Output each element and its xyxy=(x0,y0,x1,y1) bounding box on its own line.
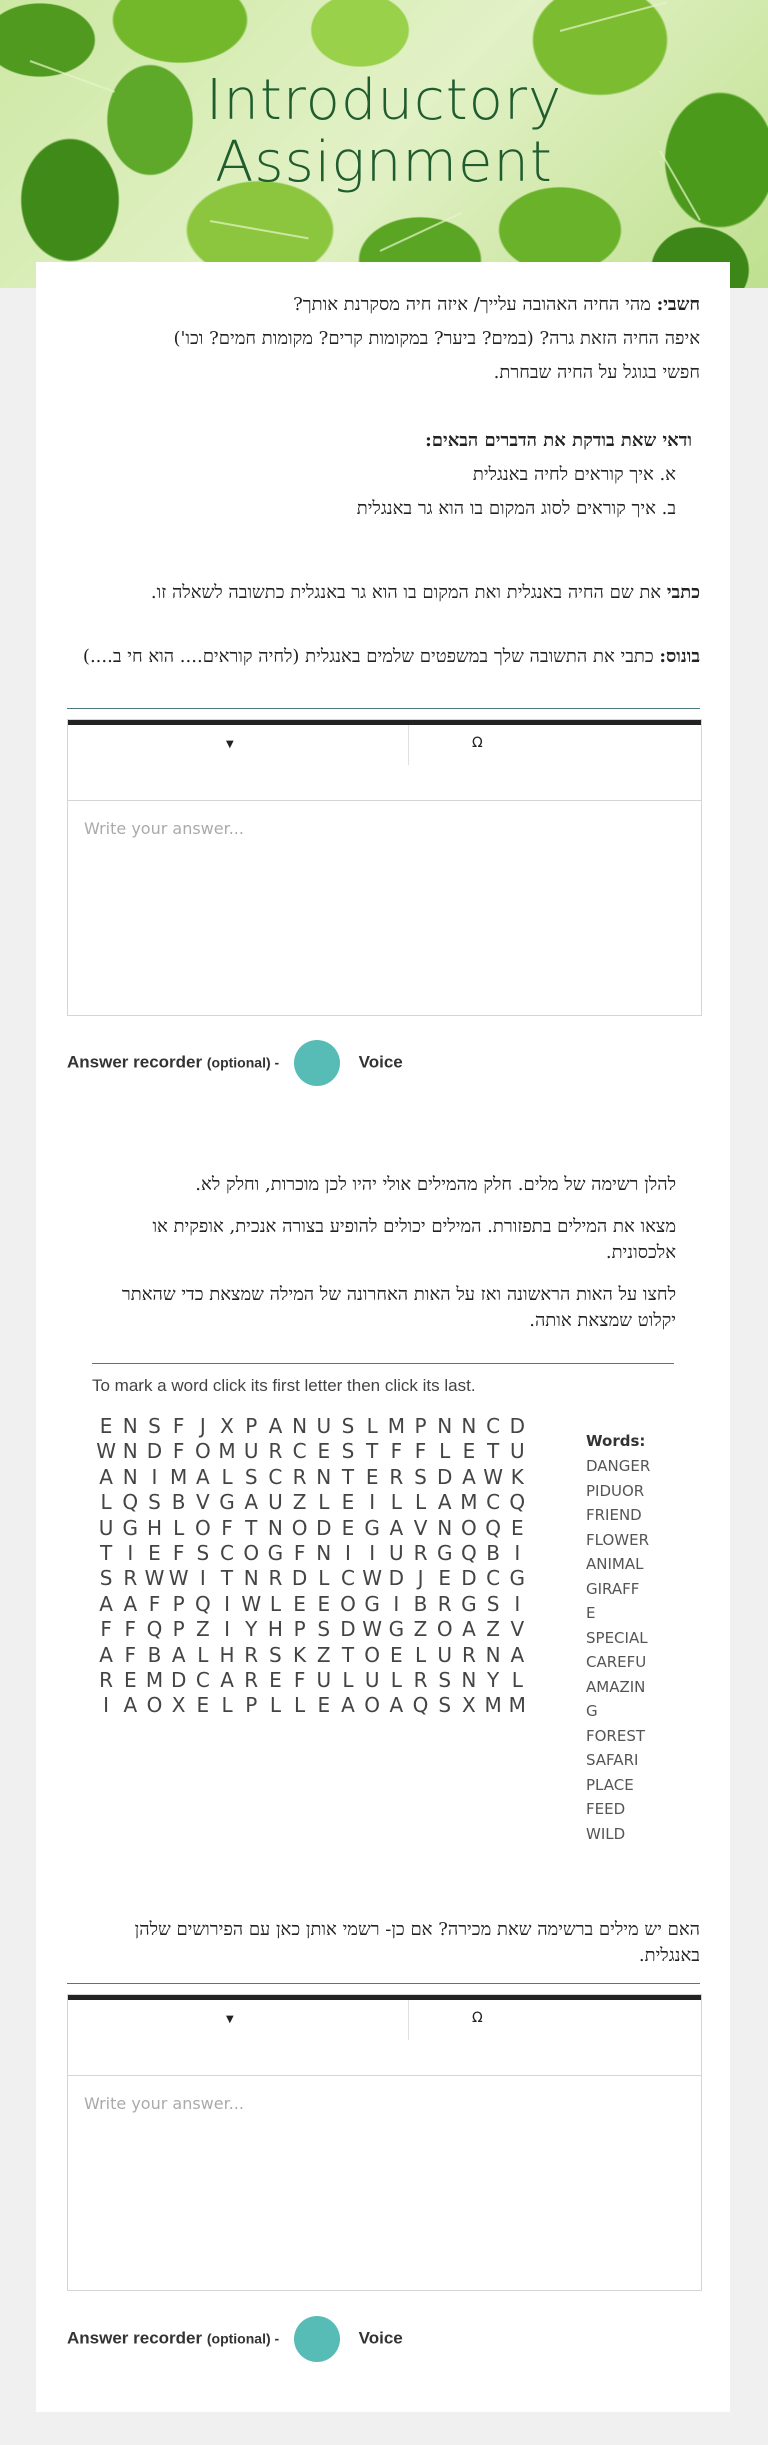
wordsearch-letter[interactable]: O xyxy=(340,1591,356,1616)
wordsearch-letter[interactable]: F xyxy=(124,1617,137,1642)
answer-textarea-1[interactable] xyxy=(68,801,701,1015)
wordsearch-row xyxy=(94,1617,529,1642)
wordsearch-letter[interactable]: W xyxy=(168,1566,189,1591)
wordsearch-row xyxy=(94,1465,529,1490)
wordsearch-letter[interactable]: N xyxy=(485,1642,501,1667)
word-list-item: WILD xyxy=(586,1824,626,1843)
wordsearch-letter[interactable]: A xyxy=(389,1515,404,1540)
wordsearch-letter[interactable]: M xyxy=(460,1490,478,1515)
wordsearch-letter[interactable]: X xyxy=(220,1414,234,1438)
dropdown-caret-icon[interactable]: ▼ xyxy=(226,739,234,750)
wordsearch-letter[interactable]: G xyxy=(219,1490,235,1515)
wordsearch-letter[interactable]: O xyxy=(291,1515,308,1540)
wordsearch-letter[interactable]: N xyxy=(292,1414,308,1438)
wordsearch-letter[interactable]: S xyxy=(438,1667,452,1692)
wordsearch-letter[interactable]: F xyxy=(172,1414,185,1438)
wordsearch-letter[interactable]: O xyxy=(194,1439,211,1464)
wordsearch-letter[interactable]: N xyxy=(267,1515,283,1540)
think-label: חשבי: xyxy=(656,294,700,315)
wordsearch-letter[interactable]: V xyxy=(413,1515,428,1540)
wordsearch-letter[interactable]: A xyxy=(196,1464,210,1489)
wordsearch-letter[interactable]: I xyxy=(224,1591,230,1616)
wordsearch-letter[interactable]: L xyxy=(221,1464,233,1489)
wordsearch-letter[interactable]: U xyxy=(316,1414,332,1438)
wordsearch-letter[interactable]: D xyxy=(437,1464,453,1489)
wordsearch-letter[interactable]: R xyxy=(123,1566,138,1591)
wordsearch-letter[interactable]: A xyxy=(268,1414,283,1438)
wordsearch-letter[interactable]: G xyxy=(388,1617,405,1642)
answer-placeholder: Write your answer... xyxy=(84,819,244,838)
wordsearch-letter[interactable]: H xyxy=(267,1617,283,1642)
wordsearch-letter[interactable]: Y xyxy=(245,1617,258,1642)
wordsearch-letter[interactable]: S xyxy=(244,1464,258,1489)
word-list-item: ANIMAL xyxy=(586,1555,644,1573)
wordsearch-letter[interactable]: G xyxy=(509,1566,526,1591)
wordsearch-row xyxy=(94,1439,529,1464)
wordsearch-letter[interactable]: F xyxy=(124,1642,137,1667)
wordsearch-letter[interactable]: I xyxy=(393,1591,400,1616)
wordsearch-letter[interactable]: A xyxy=(123,1693,138,1718)
assignment-title: Introductory Assignment xyxy=(205,68,563,195)
wordsearch-letter[interactable]: L xyxy=(414,1642,427,1667)
wordsearch-letter[interactable]: R xyxy=(292,1464,307,1489)
word-list-item: FEED xyxy=(586,1800,626,1818)
wordsearch-letter[interactable]: W xyxy=(362,1617,383,1642)
wordsearch-letter[interactable]: U xyxy=(509,1439,525,1464)
record-button[interactable] xyxy=(294,2316,340,2362)
wordsearch-letter[interactable]: Z xyxy=(292,1490,307,1515)
wordsearch-letter[interactable]: A xyxy=(99,1464,113,1489)
word-list-item: FOREST xyxy=(586,1726,646,1745)
wordsearch-letter[interactable]: U xyxy=(268,1490,283,1515)
wordsearch-letter[interactable]: O xyxy=(194,1515,211,1540)
word-list-item: G xyxy=(586,1702,598,1720)
wordsearch-letter[interactable]: Q xyxy=(146,1617,163,1642)
wordsearch-letter[interactable]: N xyxy=(437,1515,453,1540)
wordsearch-letter[interactable]: Q xyxy=(412,1693,429,1718)
answer-recorder-2: Answer recorder (optional) - Voice xyxy=(67,2316,403,2362)
wordsearch-letter[interactable]: M xyxy=(145,1667,164,1692)
wordsearch-letter[interactable]: G xyxy=(461,1591,477,1616)
checklist-title: ודאי שאת בודקת את הדברים הבאים: xyxy=(425,430,692,451)
special-characters-button[interactable]: Ω xyxy=(472,735,483,751)
wordsearch-letter[interactable]: G xyxy=(364,1591,380,1616)
wordsearch-letter[interactable]: S xyxy=(438,1693,452,1718)
wordsearch-letter[interactable]: O xyxy=(364,1693,381,1718)
wordsearch-letter[interactable]: S xyxy=(341,1439,355,1464)
wordsearch-letter[interactable]: T xyxy=(486,1439,500,1464)
wordsearch-letter[interactable]: L xyxy=(318,1490,330,1515)
wordsearch-letter[interactable]: A xyxy=(437,1490,452,1515)
write-instruction: כתבי את שם החיה באנגלית ואת המקום בו הוא גר באנגלית כתשובה לשאלה זו. xyxy=(150,582,700,603)
wordsearch-letter[interactable]: D xyxy=(170,1667,187,1692)
wordsearch-letter[interactable]: U xyxy=(316,1667,332,1692)
wordsearch-letter[interactable]: Z xyxy=(486,1617,500,1642)
separator xyxy=(67,708,700,709)
wordsearch-letter[interactable]: S xyxy=(317,1617,331,1642)
wordsearch-letter[interactable]: L xyxy=(511,1667,523,1692)
wordsearch-letter[interactable]: A xyxy=(99,1591,113,1616)
wordsearch-letter[interactable]: C xyxy=(486,1566,501,1591)
wordsearch-letter[interactable]: F xyxy=(221,1515,233,1540)
wordsearch-letter[interactable]: Z xyxy=(316,1642,331,1667)
wordsearch-letter[interactable]: S xyxy=(486,1591,500,1616)
wordsearch-letter[interactable]: G xyxy=(436,1540,453,1565)
wordsearch-letter[interactable]: S xyxy=(341,1414,355,1438)
wordsearch-letter[interactable]: E xyxy=(148,1540,161,1565)
wordsearch-letter[interactable]: R xyxy=(268,1439,283,1464)
answer-placeholder: Write your answer... xyxy=(84,2094,244,2113)
wordsearch-letter[interactable]: H xyxy=(146,1515,162,1540)
checklist-item-a: א. איך קוראים לחיה באנגלית xyxy=(472,464,676,485)
wordsearch-letter[interactable]: F xyxy=(100,1617,112,1642)
wordsearch-letter[interactable]: T xyxy=(341,1642,355,1667)
wordsearch-letter[interactable]: O xyxy=(243,1540,260,1565)
wordsearch-instruction: To mark a word click its first letter then click its last. xyxy=(92,1376,476,1395)
wordsearch-letter[interactable]: C xyxy=(486,1414,501,1438)
wordsearch-letter[interactable]: E xyxy=(390,1642,403,1667)
wordsearch-letter[interactable]: E xyxy=(341,1490,355,1515)
wordsearch-letter[interactable]: D xyxy=(388,1566,405,1591)
wordsearch-letter[interactable]: K xyxy=(293,1642,307,1667)
wordsearch-letter[interactable]: D xyxy=(509,1414,525,1438)
special-characters-button[interactable]: Ω xyxy=(472,2010,483,2026)
wordsearch-letter[interactable]: N xyxy=(316,1464,332,1489)
word-list-item: PLACE xyxy=(586,1775,634,1794)
wordsearch-letter[interactable]: R xyxy=(244,1642,259,1667)
wordsearch-letter[interactable]: T xyxy=(220,1566,234,1591)
wordsearch-letter[interactable]: A xyxy=(220,1667,234,1692)
wordsearch-letter[interactable]: R xyxy=(437,1591,452,1616)
wordsearch-letter[interactable]: R xyxy=(413,1667,428,1692)
word-list-item: GIRAFF xyxy=(586,1579,640,1598)
word-list-item: CAREFU xyxy=(586,1653,647,1671)
wordsearch-letter[interactable]: F xyxy=(172,1540,185,1565)
wordsearch-letter[interactable]: O xyxy=(364,1642,381,1667)
wordsearch-letter[interactable]: E xyxy=(510,1515,524,1540)
wordsearch-letter[interactable]: W xyxy=(96,1439,116,1464)
wordsearch-row xyxy=(94,1566,529,1591)
wordsearch-letter[interactable]: L xyxy=(100,1490,112,1515)
wordsearch-letter[interactable]: W xyxy=(144,1566,165,1591)
wordsearch-letter[interactable]: C xyxy=(195,1667,210,1692)
wordsearch-letter[interactable]: I xyxy=(369,1490,376,1515)
wordsearch-letter[interactable]: L xyxy=(197,1642,209,1667)
wordsearch-letter[interactable]: Q xyxy=(461,1540,477,1565)
wordsearch-letter[interactable]: I xyxy=(369,1540,376,1565)
wordsearch-grid xyxy=(94,1414,529,1719)
wordsearch-letter[interactable]: L xyxy=(390,1667,402,1692)
wordsearch-row xyxy=(94,1541,529,1566)
wordsearch-letter[interactable]: E xyxy=(365,1464,379,1489)
wordsearch-letter[interactable]: Q xyxy=(194,1591,211,1616)
wordsearch-letter[interactable]: L xyxy=(439,1439,451,1464)
wordsearch-letter[interactable]: N xyxy=(122,1439,138,1464)
wordsearch-letter[interactable]: I xyxy=(127,1540,134,1565)
word-list-item: FLOWER xyxy=(586,1530,649,1549)
wordsearch-letter[interactable]: J xyxy=(417,1566,424,1591)
wordsearch-letter[interactable]: A xyxy=(462,1464,476,1489)
wordsearch-letter[interactable]: P xyxy=(245,1693,258,1718)
wordsearch-letter[interactable]: D xyxy=(461,1566,477,1591)
word-list-item: FRIEND xyxy=(586,1506,642,1524)
wordsearch-letter[interactable]: A xyxy=(341,1693,355,1718)
wordsearch-letter[interactable]: B xyxy=(171,1490,186,1515)
wordsearch-letter[interactable]: M xyxy=(508,1693,526,1718)
wordsearch-letter[interactable]: R xyxy=(461,1642,476,1667)
wordsearch-letter[interactable]: U xyxy=(389,1540,404,1565)
wordsearch-letter[interactable]: E xyxy=(317,1693,331,1718)
wordsearch-letter[interactable]: B xyxy=(413,1591,428,1616)
wordsearch-letter[interactable]: A xyxy=(462,1617,476,1642)
wordsearch-letter[interactable]: M xyxy=(387,1414,405,1438)
wordsearch-letter[interactable]: A xyxy=(171,1642,186,1667)
wordsearch-row xyxy=(94,1693,529,1718)
wordsearch-letter[interactable]: K xyxy=(510,1464,524,1489)
wordsearch-letter[interactable]: U xyxy=(364,1667,380,1692)
wordsearch-letter[interactable]: X xyxy=(462,1693,476,1718)
wordsearch-letter[interactable]: L xyxy=(269,1693,281,1718)
wordsearch-letter[interactable]: A xyxy=(99,1642,113,1667)
wordsearch-letter[interactable]: G xyxy=(364,1515,380,1540)
wordsearch-letter[interactable]: O xyxy=(436,1617,453,1642)
question-1-text: חשבי: מהי החיה האהובה עלייך/ איזה חיה מסקרנת אותך? איפה החיה הזאת גרה? (במים? ביער? במקומות קרים? מקומות חמים? וכו') חפשי בגוגל על החיה שבחרת. ודאי שאת בודקת את הדברים הבאים: א. איך קוראים לחיה באנגלית ב. איך קוראים לסוג המקום בו הוא גר באנגלית xyxy=(80,288,700,526)
wordsearch-letter[interactable]: D xyxy=(316,1515,332,1540)
wordsearch-letter[interactable]: M xyxy=(484,1693,502,1718)
wordsearch-row xyxy=(94,1490,529,1515)
wordsearch-letter[interactable]: O xyxy=(146,1693,163,1718)
wordsearch-letter[interactable]: E xyxy=(269,1667,282,1692)
dropdown-caret-icon[interactable]: ▼ xyxy=(226,2014,234,2025)
wordsearch-letter[interactable]: R xyxy=(268,1566,283,1591)
wordsearch-letter[interactable]: T xyxy=(341,1464,355,1489)
wordsearch-letter[interactable]: P xyxy=(414,1414,427,1438)
wordsearch-letter[interactable]: Q xyxy=(485,1515,501,1540)
wordsearch-letter[interactable]: C xyxy=(292,1439,307,1464)
wordsearch-letter[interactable]: F xyxy=(390,1439,403,1464)
wordsearch-letter[interactable]: P xyxy=(172,1591,185,1616)
wordsearch-letter[interactable]: C xyxy=(486,1490,501,1515)
wordsearch-letter[interactable]: H xyxy=(219,1642,235,1667)
wordsearch-letter[interactable]: L xyxy=(221,1693,233,1718)
wordsearch-row xyxy=(94,1592,529,1617)
wordsearch-letter[interactable]: Q xyxy=(122,1490,139,1515)
wordsearch-letter[interactable]: I xyxy=(103,1693,110,1718)
wordsearch-letter[interactable]: E xyxy=(99,1414,113,1438)
wordsearch-letter[interactable]: Y xyxy=(486,1667,500,1692)
word-list-item: DANGER xyxy=(586,1457,651,1475)
wordsearch-letter[interactable]: E xyxy=(196,1693,210,1718)
wordsearch-letter[interactable]: A xyxy=(123,1591,138,1616)
wordsearch-letter[interactable]: N xyxy=(461,1414,477,1438)
wordsearch-letter[interactable]: G xyxy=(122,1515,139,1540)
answer-editor-1 xyxy=(67,719,702,1016)
wordsearch-letter[interactable]: N xyxy=(316,1540,332,1565)
wordsearch-letter[interactable]: S xyxy=(414,1464,427,1489)
wordsearch-letter[interactable]: X xyxy=(171,1693,186,1718)
wordsearch-letter[interactable]: A xyxy=(389,1693,404,1718)
word-list-item: AMAZIN xyxy=(586,1677,646,1696)
wordsearch-letter[interactable]: C xyxy=(220,1540,235,1565)
wordsearch-letter[interactable]: E xyxy=(317,1591,331,1616)
wordsearch-letter[interactable]: E xyxy=(341,1515,355,1540)
wordsearch-letter[interactable]: S xyxy=(269,1642,282,1667)
wordsearch-letter[interactable]: G xyxy=(267,1540,284,1565)
wordsearch-row xyxy=(94,1668,529,1693)
wordsearch-letter[interactable]: L xyxy=(318,1566,330,1591)
wordsearch-letter[interactable]: L xyxy=(294,1693,306,1718)
wordsearch-letter[interactable]: T xyxy=(245,1515,258,1540)
wordsearch-instructions: להלן רשימה של מלים. חלק מהמילים אולי יהיו לכן מוכרות, וחלק לא. מצאו את המילים בתפזורת. המילים יכולים להופיע בצורה אנכית, אופקית או אלכסונית. לחצו על האות הראשונה ואז על האות האחרונה של המילה שמצאת כדי שהאתר יקלוט שמצאת אותה. xyxy=(121,1174,676,1331)
wordsearch-letter[interactable]: Z xyxy=(413,1617,428,1642)
wordsearch-letter[interactable]: U xyxy=(98,1515,114,1540)
checklist-item-b: ב. איך קוראים לסוג המקום בו הוא גר באנגלית xyxy=(356,498,676,519)
wordsearch-letter[interactable]: P xyxy=(293,1617,306,1642)
header-banner xyxy=(0,0,768,288)
wordsearch-letter[interactable]: D xyxy=(146,1439,163,1464)
wordsearch-letter[interactable]: J xyxy=(199,1414,206,1438)
wordsearch-letter[interactable]: A xyxy=(510,1642,525,1667)
wordsearch-letter[interactable]: I xyxy=(514,1591,521,1616)
separator xyxy=(92,1363,674,1364)
word-list-item: SAFARI xyxy=(586,1751,639,1769)
wordsearch-letter[interactable]: R xyxy=(389,1464,404,1489)
wordsearch-letter[interactable]: M xyxy=(170,1464,188,1489)
wordsearch-letter[interactable]: E xyxy=(438,1566,452,1591)
wordsearch-letter[interactable]: N xyxy=(122,1464,138,1489)
wordsearch-letter[interactable]: F xyxy=(148,1591,161,1616)
wordsearch-letter[interactable]: B xyxy=(486,1540,500,1565)
wordsearch-letter[interactable]: D xyxy=(340,1617,356,1642)
wordsearch-letter[interactable]: W xyxy=(362,1566,383,1591)
word-list-item: E xyxy=(586,1604,596,1622)
wordsearch-letter[interactable]: L xyxy=(366,1414,378,1438)
wordsearch-letter[interactable]: Z xyxy=(195,1617,210,1642)
wordsearch-letter[interactable]: F xyxy=(293,1667,306,1692)
wordsearch-letter[interactable]: C xyxy=(268,1464,283,1489)
wordsearch-letter[interactable]: A xyxy=(244,1490,259,1515)
wordsearch-letter[interactable]: O xyxy=(461,1515,477,1540)
wordsearch-letter[interactable]: U xyxy=(437,1642,453,1667)
wordsearch-letter[interactable]: L xyxy=(269,1591,281,1616)
wordsearch-letter[interactable]: I xyxy=(514,1540,521,1565)
wordsearch-letter[interactable]: V xyxy=(510,1617,525,1642)
wordsearch-letter[interactable]: M xyxy=(218,1439,236,1464)
wordsearch-letter[interactable]: P xyxy=(245,1414,258,1438)
words-title: Words: xyxy=(586,1432,646,1450)
wordsearch-letter[interactable]: B xyxy=(147,1642,162,1667)
wordsearch-letter[interactable]: W xyxy=(483,1464,503,1489)
separator xyxy=(67,1983,700,1984)
wordsearch-letter[interactable]: E xyxy=(293,1591,306,1616)
answer-textarea-2[interactable] xyxy=(68,2076,701,2290)
editor-toolbar xyxy=(68,725,701,801)
wordsearch-letter[interactable]: U xyxy=(243,1439,259,1464)
wordsearch-letter[interactable]: E xyxy=(462,1439,476,1464)
wordsearch-letter[interactable]: Q xyxy=(509,1490,526,1515)
wordsearch-letter[interactable]: S xyxy=(148,1414,161,1438)
wordsearch-letter[interactable]: I xyxy=(199,1566,206,1591)
wordsearch-letter[interactable]: N xyxy=(437,1414,453,1438)
wordsearch-letter[interactable]: T xyxy=(99,1540,113,1565)
wordsearch-letter[interactable]: N xyxy=(243,1566,259,1591)
wordsearch-letter[interactable]: F xyxy=(414,1439,427,1464)
wordsearch-row xyxy=(94,1414,529,1439)
editor-toolbar xyxy=(68,2000,701,2076)
voice-label: Voice xyxy=(358,2328,403,2348)
wordsearch-letter[interactable]: D xyxy=(291,1566,308,1591)
wordsearch-letter[interactable]: L xyxy=(173,1515,185,1540)
word-list-item: SPECIAL xyxy=(586,1628,648,1647)
wordsearch-letter[interactable]: I xyxy=(345,1540,351,1565)
wordsearch-letter[interactable]: V xyxy=(196,1490,210,1515)
word-list xyxy=(586,1432,650,1846)
wordsearch-row xyxy=(94,1516,529,1541)
wordsearch-letter[interactable]: S xyxy=(99,1566,113,1591)
wordsearch-letter[interactable]: N xyxy=(122,1414,138,1438)
wordsearch-letter[interactable]: L xyxy=(390,1490,402,1515)
answer-editor-2 xyxy=(67,1994,702,2291)
wordsearch-letter[interactable]: E xyxy=(317,1439,331,1464)
answer-recorder-1: Answer recorder (optional) - Voice xyxy=(67,1040,403,1086)
wordsearch-letter[interactable]: W xyxy=(241,1591,262,1616)
bonus-instruction: בונוס: כתבי את התשובה שלך במשפטים שלמים באנגלית (לחיה קוראים.... הוא חי ב....) xyxy=(82,646,700,667)
word-list-item: PIDUOR xyxy=(586,1481,645,1500)
record-button[interactable] xyxy=(294,1040,340,1086)
wordsearch-letter[interactable]: R xyxy=(413,1540,428,1565)
wordsearch-letter[interactable]: I xyxy=(224,1617,230,1642)
question-3-text: האם יש מילים ברשימה שאת מכירה? אם כן- רשמי אותן כאן עם הפירושים שלהן באנגלית. xyxy=(134,1919,700,1966)
wordsearch-letter[interactable]: L xyxy=(342,1667,354,1692)
wordsearch-letter[interactable]: E xyxy=(123,1667,137,1692)
wordsearch-letter[interactable]: L xyxy=(414,1490,427,1515)
wordsearch-letter[interactable]: C xyxy=(340,1566,355,1591)
wordsearch-letter[interactable]: S xyxy=(196,1540,210,1565)
wordsearch-letter[interactable]: F xyxy=(293,1540,306,1565)
wordsearch-letter[interactable]: R xyxy=(244,1667,259,1692)
voice-label: Voice xyxy=(358,1052,403,1072)
wordsearch-letter[interactable]: S xyxy=(148,1490,161,1515)
wordsearch-letter[interactable]: T xyxy=(366,1439,379,1464)
wordsearch-letter[interactable]: N xyxy=(461,1667,477,1692)
wordsearch-letter[interactable]: P xyxy=(172,1617,185,1642)
wordsearch-row xyxy=(94,1643,529,1668)
wordsearch-letter[interactable]: F xyxy=(172,1439,185,1464)
wordsearch-letter[interactable]: I xyxy=(151,1464,158,1489)
wordsearch-letter[interactable]: R xyxy=(99,1667,114,1692)
